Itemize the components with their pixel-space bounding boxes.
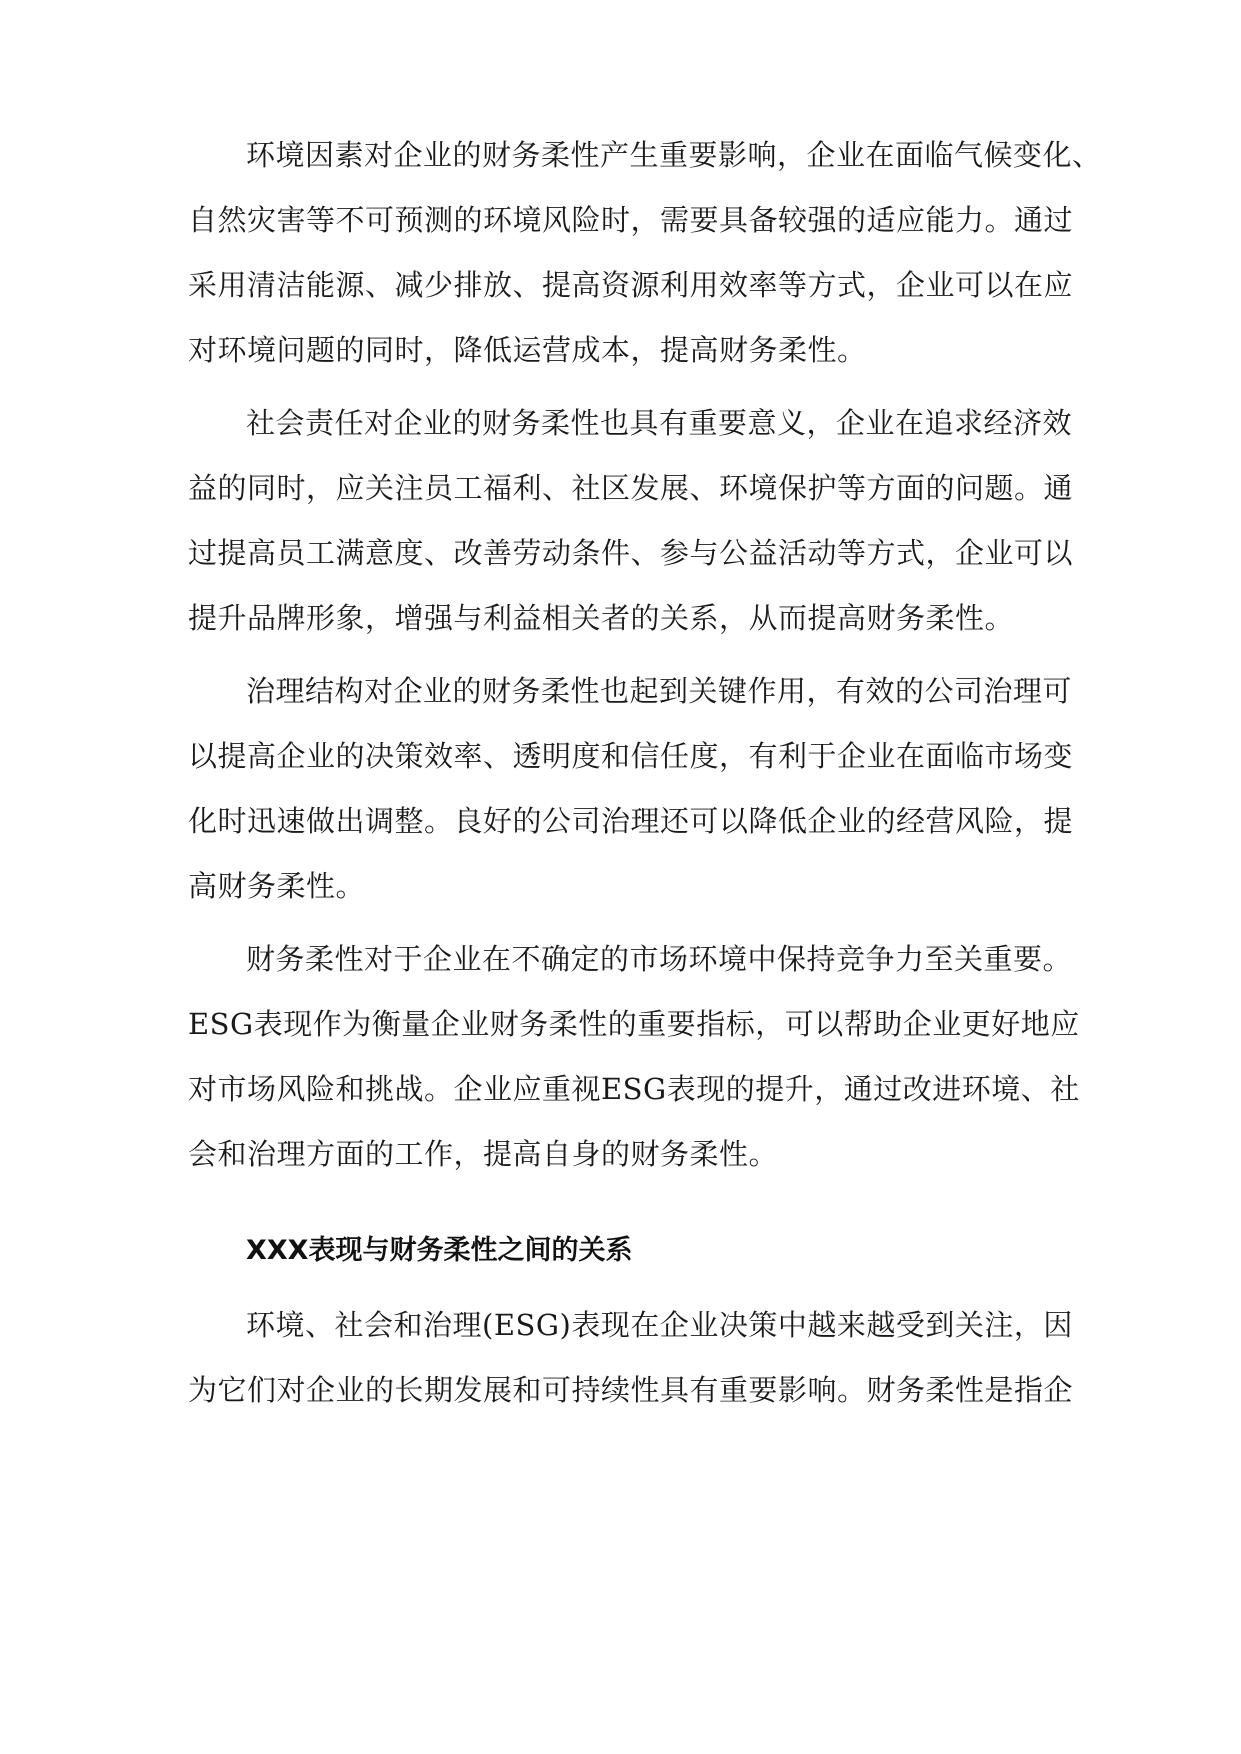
paragraph-2-line-4: 提升品牌形象，增强与利益相关者的关系，从而提高财务柔性。 <box>188 601 1015 635</box>
paragraph-5-line-2: 为它们对企业的长期发展和可持续性具有重要影响。财务柔性是指企 <box>188 1373 1074 1407</box>
paragraph-3-line-1: 治理结构对企业的财务柔性也起到关键作用，有效的公司治理可 <box>246 674 1073 708</box>
paragraph-1-line-3: 采用清洁能源、减少排放、提高资源利用效率等方式，企业可以在应 <box>188 268 1074 302</box>
paragraph-2-line-3: 过提高员工满意度、改善劳动条件、参与公益活动等方式，企业可以 <box>188 536 1074 570</box>
paragraph-3-line-4: 高财务柔性。 <box>188 869 366 903</box>
paragraph-2-line-1: 社会责任对企业的财务柔性也具有重要意义，企业在追求经济效 <box>246 406 1073 440</box>
section-heading: XXX表现与财务柔性之间的关系 <box>246 1235 633 1266</box>
paragraph-4-line-1: 财务柔性对于企业在不确定的市场环境中保持竞争力至关重要。 <box>246 942 1073 976</box>
paragraph-4-line-4: 会和治理方面的工作，提高自身的财务柔性。 <box>188 1137 779 1171</box>
paragraph-1-line-2: 自然灾害等不可预测的环境风险时，需要具备较强的适应能力。通过 <box>188 203 1074 237</box>
paragraph-3-line-3: 化时迅速做出调整。良好的公司治理还可以降低企业的经营风险，提 <box>188 804 1074 838</box>
paragraph-3-line-2: 以提高企业的决策效率、透明度和信任度，有利于企业在面临市场变 <box>188 739 1074 773</box>
paragraph-2-line-2: 益的同时，应关注员工福利、社区发展、环境保护等方面的问题。通 <box>188 471 1074 505</box>
paragraph-1-line-4: 对环境问题的同时，降低运营成本，提高财务柔性。 <box>188 333 867 367</box>
paragraph-4-line-2: ESG表现作为衡量企业财务柔性的重要指标，可以帮助企业更好地应 <box>188 1007 1080 1041</box>
paragraph-1-line-1: 环境因素对企业的财务柔性产生重要影响，企业在面临气候变化、 <box>246 138 1102 172</box>
paragraph-4-line-3: 对市场风险和挑战。企业应重视ESG表现的提升，通过改进环境、社 <box>188 1072 1080 1106</box>
paragraph-5-line-1: 环境、社会和治理(ESG)表现在企业决策中越来越受到关注，因 <box>246 1308 1073 1342</box>
